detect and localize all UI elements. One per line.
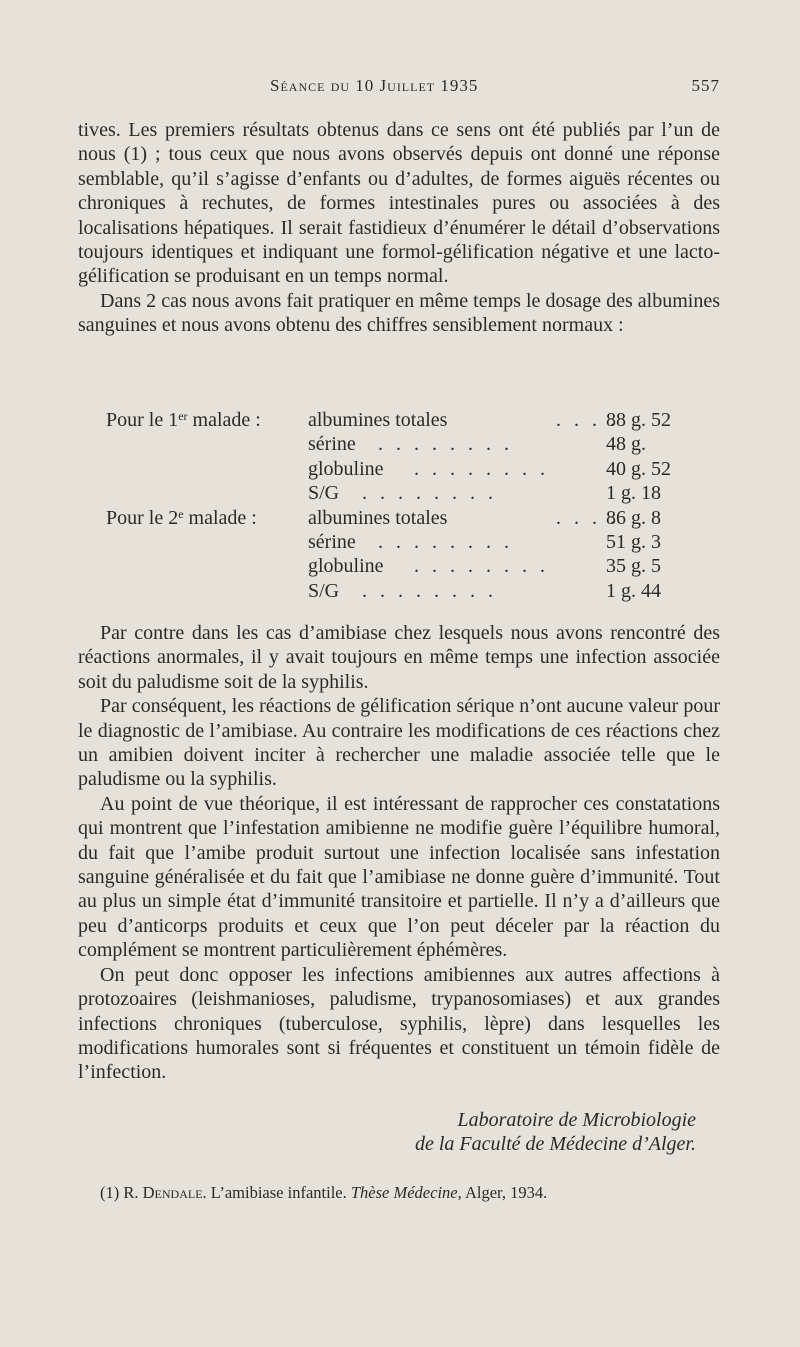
leader-dots: . . . . . . . .: [362, 482, 497, 505]
paragraph: tives. Les premiers résultats obtenus dans ce sens ont été publiés par l’un de nous (1) ; tous ceux que nous avons observés depuis ont donné une réponse semblable, qu’il s’agisse d’enfants ou d’adultes, de formes aiguës récentes ou chroniques à rechutes, de formes intestinales pures ou associées à des localisations hépatiques. Il serait fastidieux d’énumérer le détail d’observations toujours identiques et indiquant une formol-gélification négative et une lacto-gélification se produisant en un temps normal.: [78, 119, 720, 288]
table-value: 40 g. 52: [606, 457, 671, 480]
table-value: 1 g. 18: [606, 482, 661, 505]
table-row: [78, 579, 720, 603]
leader-dots: . . . . . . . .: [414, 457, 549, 480]
table-row: [78, 457, 720, 481]
footnote-thesis: Thèse Médecine,: [350, 1183, 462, 1202]
footnote-place-year: Alger, 1934.: [464, 1183, 548, 1202]
table-item: globuline: [308, 555, 384, 578]
leader-dots: . . . . . . . .: [378, 433, 513, 456]
leader-dots: . . . .: [556, 506, 619, 529]
table-item: S/G: [308, 579, 340, 602]
table-row: [78, 432, 720, 456]
footnote: [100, 1183, 720, 1203]
running-header: [78, 76, 720, 102]
leader-dots: . . . .: [556, 409, 619, 431]
table-value: 51 g. 3: [606, 530, 661, 553]
table-value: 1 g. 44: [606, 579, 661, 602]
table-item: sérine: [308, 433, 356, 456]
table-row: [78, 530, 720, 554]
signature-block: [78, 1108, 696, 1157]
patient-label: Pour le 2e malade :: [106, 506, 257, 529]
table-item: S/G: [308, 482, 340, 505]
table-value: 86 g. 8: [606, 506, 661, 529]
footnote-number: (1): [100, 1183, 120, 1202]
table-item: globuline: [308, 457, 384, 480]
albumin-table: [78, 408, 720, 603]
paragraph: On peut donc opposer les infections amibiennes aux autres affections à protozoaires (leishmanioses, paludisme, trypanosomiases) et aux grandes infections chroniques (tuberculose, syphilis, lèpre) dans lesquelles les modifications humorales sont si fréquentes et constituent un témoin fidèle de l’infection.: [78, 963, 720, 1084]
leader-dots: . . . . . . . .: [414, 555, 549, 578]
table-row: [78, 554, 720, 578]
table-value: 35 g. 5: [606, 555, 661, 578]
body-text-top: [78, 118, 720, 338]
table-item: albumines totales: [308, 409, 448, 431]
signature-line: de la Faculté de Médecine d’Alger.: [415, 1133, 696, 1156]
table-item: albumines totales: [308, 506, 448, 529]
paragraph: Par contre dans les cas d’amibiase chez lesquels nous avons rencontré des réactions anormales, il y avait toujours en même temps une infection associée soit du paludisme soit de la syphilis.: [78, 622, 720, 693]
table-row: [78, 506, 720, 530]
leader-dots: . . . . . . . .: [362, 579, 497, 602]
footnote-author: R. Dendale.: [123, 1183, 207, 1202]
table-row: [78, 481, 720, 505]
paragraph: Dans 2 cas nous avons fait pratiquer en même temps le dosage des albumines sanguines et nous avons obtenu des chiffres sensiblement normaux :: [78, 289, 720, 337]
leader-dots: . . . . . . . .: [378, 530, 513, 553]
patient-label: Pour le 1er malade :: [106, 409, 261, 431]
paragraph: Au point de vue théorique, il est intéressant de rapprocher ces constatations qui montrent que l’infestation amibienne ne modifie guère l’équilibre humoral, du fait que l’amibe produit surtout une infection localisée sans infestation sanguine généralisée et du fait que l’amibiase ne donne guère d’immunité. Tout au plus un simple état d’immunité transitoire et partielle. Il n’y a d’ailleurs que peu d’anticorps produits et ceux que l’on peut déceler par la réaction du complément se montrent particulièrement éphémères.: [78, 792, 720, 962]
table-value: 48 g.: [606, 433, 646, 456]
footnote-title: L’amibiase infantile.: [210, 1183, 347, 1202]
body-text-bottom: [78, 621, 720, 1085]
table-row: [78, 408, 720, 432]
page-number: 557: [691, 76, 720, 95]
table-item: sérine: [308, 530, 356, 553]
table-value: 88 g. 52: [606, 409, 671, 431]
header-title: Séance du 10 Juillet 1935: [270, 76, 479, 95]
signature-line: Laboratoire de Microbiologie: [457, 1109, 696, 1131]
paragraph: Par conséquent, les réactions de gélification sérique n’ont aucune valeur pour le diagnostic de l’amibiase. Au contraire les modifications de ces réactions chez un amibien doivent inciter à rechercher une maladie associée telle que le paludisme ou la syphilis.: [78, 695, 720, 791]
